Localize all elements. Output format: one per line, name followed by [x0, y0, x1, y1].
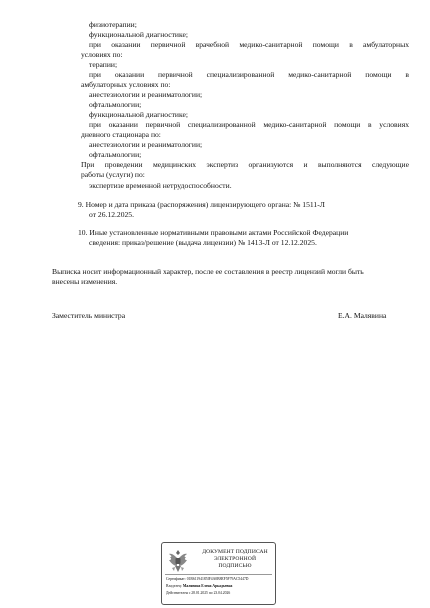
signer-title: Заместитель министра — [52, 311, 126, 320]
stamp-heading-line-1: ДОКУМЕНТ ПОДПИСАН — [202, 549, 268, 555]
item-10-line-1: 10. Иные установленные нормативными правовыми актами Российской Федерации — [78, 228, 349, 237]
text-line: офтальмологии; — [89, 150, 142, 159]
text-line: офтальмологии; — [89, 100, 142, 109]
text-line: терапии; — [89, 60, 118, 69]
note-line-2: внесены изменения. — [52, 277, 118, 286]
text-line: при оказании первичной специализированной медико-санитарной помощи в — [89, 70, 409, 79]
text-line: анестезиологии и реаниматологии; — [89, 90, 203, 99]
certificate-number: 01B61194185IF4A0B8EF5F79AC5447D — [186, 577, 249, 581]
stamp-heading — [198, 549, 272, 570]
stamp-heading-line-2: ЭЛЕКТРОННОЙ ПОДПИСЬЮ — [213, 556, 257, 569]
text-line: дневного стационара по: — [81, 130, 161, 139]
coat-of-arms-icon — [166, 548, 190, 574]
certificate-label: Сертификат: — [166, 577, 186, 581]
text-line: При проведении медицинских экспертиз организуются и выполняются следующие — [81, 160, 409, 169]
text-line: функциональной диагностике; — [89, 30, 188, 39]
owner-name: Малявина Елена Аркадьевна — [182, 584, 233, 588]
validity-line: Действителен с 28.01.2025 по 23.04.2026 — [166, 591, 231, 595]
text-line: функциональной диагностике; — [89, 110, 188, 119]
text-line: амбулаторных условиях по: — [81, 80, 171, 89]
text-line: экспертизе временной нетрудоспособности. — [89, 181, 232, 190]
item-9-line-1: 9. Номер и дата приказа (распоряжения) лицензирующего органа: № 1511-Л — [78, 200, 325, 209]
text-line: работы (услуги) по: — [81, 170, 145, 179]
stamp-divider — [165, 574, 272, 575]
text-line: при оказании первичной специализированной медико-санитарной помощи в условиях — [89, 120, 409, 129]
owner-line — [166, 584, 232, 589]
text-line: анестезиологии и реаниматологии; — [89, 140, 203, 149]
note-line-1: Выписка носит информационный характер, после ее составления в реестр лицензий могли быть — [52, 267, 364, 276]
text-line: при оказании первичной врачебной медико-санитарной помощи в амбулаторных — [89, 40, 409, 49]
text-line: условиях по: — [81, 50, 123, 59]
signer-name: Е.А. Малявина — [338, 311, 387, 320]
item-10-line-2: сведения: приказ/решение (выдача лицензии) № 1413-Л от 12.12.2025. — [89, 238, 317, 247]
certificate-line — [166, 577, 248, 582]
item-9-line-2: от 26.12.2025. — [89, 210, 134, 219]
owner-label: Владелец: — [166, 584, 182, 588]
electronic-signature-stamp — [161, 542, 276, 605]
text-line: физиотерапии; — [89, 20, 137, 29]
